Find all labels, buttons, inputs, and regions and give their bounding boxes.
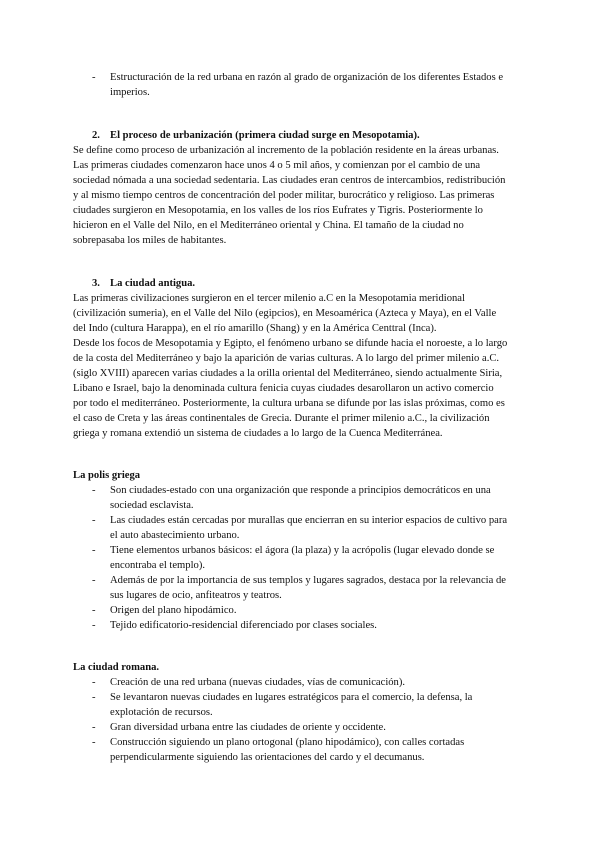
polis-item-line: Tejido edificatorio-residencial diferenciado por clases sociales.: [110, 620, 377, 631]
romana-item-line: Construcción siguiendo un plano ortogonal (plano hipodámico), con calles cortadas: [110, 737, 465, 748]
section-3-number: 3.: [92, 278, 100, 289]
bullet-marker: -: [92, 692, 96, 703]
section-2-number: 2.: [92, 130, 100, 141]
polis-item-line: Tiene elementos urbanos básicos: el ágora (la plaza) y la acrópolis (lugar elevado donde se: [110, 545, 495, 556]
bullet-marker: -: [92, 545, 96, 556]
polis-item-line: encontraba el templo).: [110, 560, 206, 571]
romana-item-line: Gran diversidad urbana entre las ciudades de oriente y occidente.: [110, 722, 386, 733]
section-2-line: ciudades surgieron en Mesopotamia, en los valles de los ríos Eufrates y Tigris. Posteriormente lo: [73, 205, 483, 216]
romana-item-line: Se levantaron nuevas ciudades en lugares estratégicos para el comercio, la defensa, la: [110, 692, 473, 703]
polis-heading: La polis griega: [73, 470, 141, 481]
section-3-line: (civilización sumeria), en el Valle del Nilo (egipcios), en Mesoamérica (Azteca y Maya), en el Valle: [73, 308, 497, 319]
section-3-line: Las primeras civilizaciones surgieron en el tercer milenio a.C en la Mesopotamia meridional: [73, 293, 465, 304]
section-2-heading: El proceso de urbanización (primera ciudad surge en Mesopotamia).: [110, 130, 420, 141]
section-2-line: sobrepasaba los miles de habitantes.: [73, 235, 227, 246]
bullet-marker: -: [92, 737, 96, 748]
romana-item-line: perpendicularmente siguiendo las orientaciones del cardo y el decumanus.: [110, 752, 425, 763]
polis-item-line: sociedad esclavista.: [110, 500, 194, 511]
polis-item-line: el auto abastecimiento urbano.: [110, 530, 240, 541]
polis-item-line: Las ciudades están cercadas por murallas que encierran en su interior espacios de cultivo para: [110, 515, 508, 526]
intro-bullet-line: imperios.: [110, 87, 150, 98]
section-2-line: Las primeras ciudades comenzaron hace unos 4 o 5 mil años, y comienzan por el cambio de una: [73, 160, 481, 171]
section-2-line: Se define como proceso de urbanización al incremento de la población residente en la áreas urbanas.: [73, 145, 499, 156]
section-2-line: y al mismo tiempo centros de concentración del poder militar, burocrático y religioso. Las primeras: [73, 190, 495, 201]
polis-item-line: sus lugares de ocio, anfiteatros y teatros.: [110, 590, 282, 601]
bullet-marker: -: [92, 722, 96, 733]
section-3-line: por todo el mediterráneo. Posteriormente, la cultura urbana se difunde por las islas próximas, como es: [73, 398, 505, 409]
romana-item-line: Creación de una red urbana (nuevas ciudades, vías de comunicación).: [110, 677, 406, 688]
polis-item-line: Origen del plano hipodámico.: [110, 605, 237, 616]
section-3-line: Libano e Israel, bajo la denominada cultura fenicia cuyas ciudades desarollaron un activo comercio: [73, 383, 494, 394]
bullet-marker: -: [92, 605, 96, 616]
intro-bullet-line: Estructuración de la red urbana en razón al grado de organización de los diferentes Estados e: [110, 72, 504, 83]
bullet-marker: -: [92, 575, 96, 586]
bullet-marker: -: [92, 72, 96, 83]
section-2-line: sociedad nómada a una sociedad sedentaria. Las ciudades eran centros de intercambios, redistribución: [73, 175, 506, 186]
bullet-marker: -: [92, 620, 96, 631]
bullet-marker: -: [92, 485, 96, 496]
section-3-line: el caso de Creta y las áreas continentales de Grecia. Durante el primer milenio a.C., la civilización: [73, 413, 490, 424]
section-2-line: hicieron en el Valle del Nilo, en el Mediterráneo oriental y China. El tamaño de la ciudad no: [73, 220, 464, 231]
section-3-heading: La ciudad antigua.: [110, 278, 196, 289]
bullet-marker: -: [92, 677, 96, 688]
bullet-marker: -: [92, 515, 96, 526]
section-3-line: del Indo (cultura Harappa), en el río amarillo (Shang) y en la América Centtral (Inca).: [73, 323, 437, 334]
romana-item-line: explotación de recursos.: [110, 707, 213, 718]
polis-item-line: Son ciudades-estado con una organización que responde a principios democráticos en una: [110, 485, 491, 496]
section-3-line: de la costa del Mediterráneo y bajo la aparición de varias culturas. A lo largo del primer milenio a.C.: [73, 353, 500, 364]
section-3-line: griega y romana extendió un sistema de ciudades a lo largo de la Cuenca Mediterránea.: [73, 428, 443, 439]
section-3-line: Desde los focos de Mesopotamia y Egipto, el fenómeno urbano se difunde hacia el noroeste, a lo largo: [73, 338, 508, 349]
polis-item-line: Además de por la importancia de sus templos y lugares sagrados, destaca por la relevancia de: [110, 575, 506, 586]
section-3-line: (siglo XVIII) aparecen varias ciudades a la orilla oriental del Mediterráneo, siendo actualmente Siria,: [73, 368, 503, 379]
romana-heading: La ciudad romana.: [73, 662, 160, 673]
